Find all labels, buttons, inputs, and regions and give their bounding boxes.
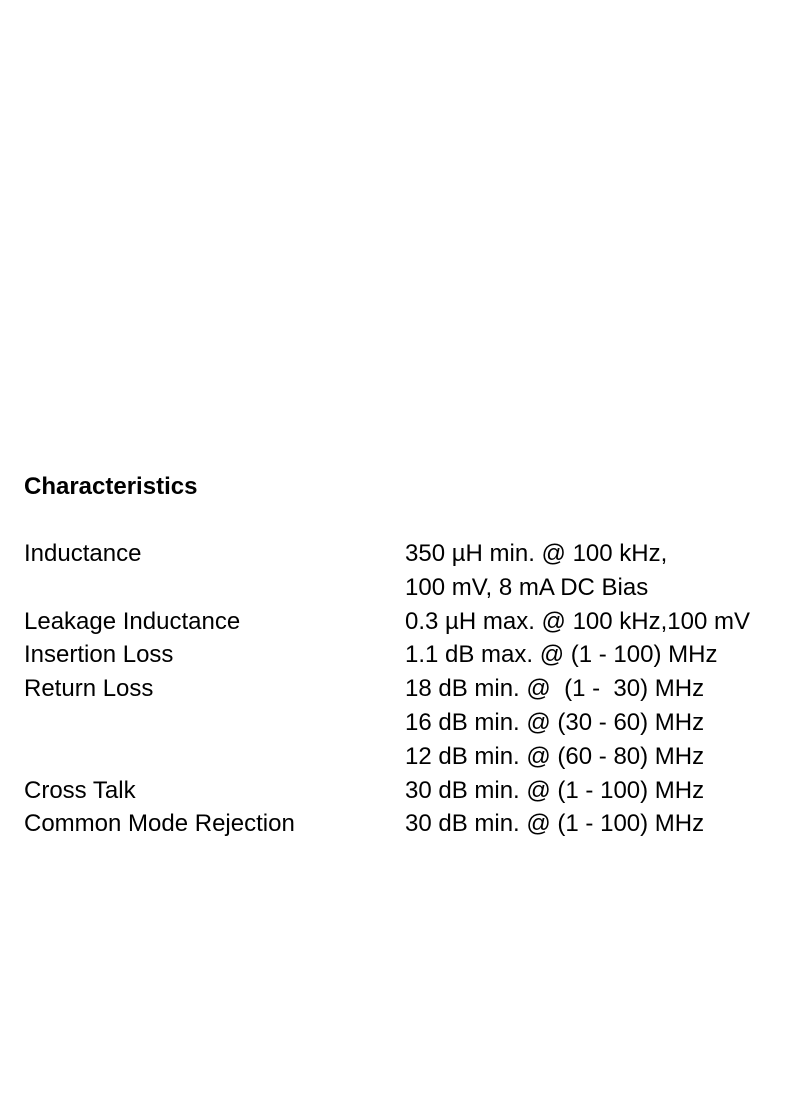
spec-label: Inductance: [24, 540, 142, 567]
spec-values: [405, 537, 784, 605]
spec-values: [405, 672, 784, 773]
spec-label: Common Mode Rejection: [24, 810, 295, 838]
spec-row-insertion-loss: [24, 638, 784, 672]
specs-table: [24, 537, 784, 841]
spec-value: 1.1 dB max. @ (1 - 100) MHz: [405, 641, 718, 669]
spec-row-return-loss: [24, 672, 784, 773]
spec-value: 100 mV, 8 mA DC Bias: [405, 573, 649, 601]
spec-label: Leakage Inductance: [24, 607, 241, 635]
spec-row-cross-talk: [24, 774, 784, 808]
spec-label: Cross Talk: [24, 776, 136, 804]
spec-value: 18 dB min. @ (1 - 30) MHz: [405, 675, 705, 703]
spec-value: 30 dB min. @ (1 - 100) MHz: [405, 810, 705, 838]
spec-value: 30 dB min. @ (1 - 100) MHz: [405, 776, 705, 804]
spec-value: 350 µH min. @ 100 kHz,: [405, 540, 668, 567]
spec-row-leakage-inductance: [24, 605, 784, 639]
spec-values: [405, 774, 784, 808]
spec-value: 0.3 µH max. @ 100 kHz,100 mV: [405, 607, 750, 635]
spec-value: 16 dB min. @ (30 - 60) MHz: [405, 708, 705, 736]
section-heading: Characteristics: [24, 473, 198, 500]
spec-label: Insertion Loss: [24, 641, 174, 669]
spec-values: [405, 605, 784, 639]
spec-row-inductance: [24, 537, 784, 605]
spec-value: 12 dB min. @ (60 - 80) MHz: [405, 742, 705, 770]
spec-row-common-mode-rejection: [24, 807, 784, 841]
spec-label: Return Loss: [24, 675, 154, 703]
spec-values: [405, 638, 784, 672]
spec-values: [405, 807, 784, 841]
